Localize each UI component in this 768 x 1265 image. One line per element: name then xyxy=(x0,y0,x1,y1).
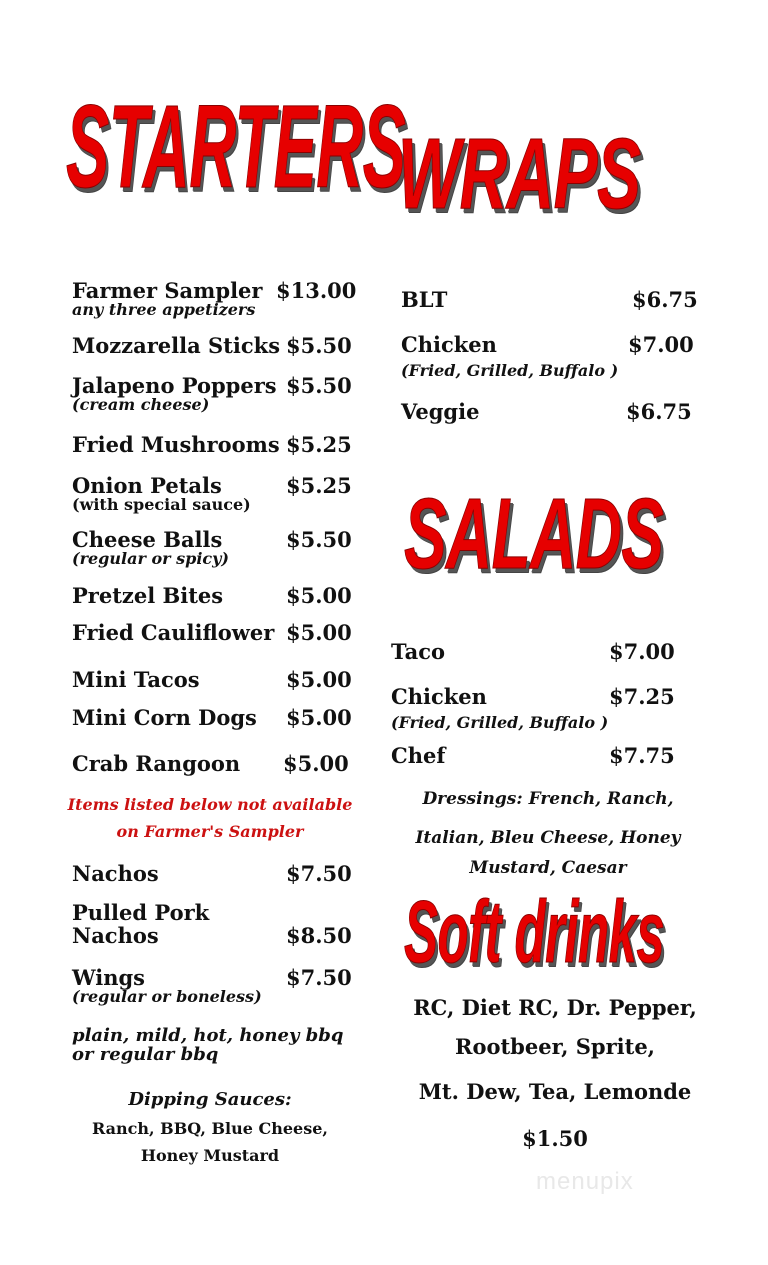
menupix-watermark: menupix xyxy=(536,1168,634,1195)
onion-petals-name: Onion Petals xyxy=(72,473,222,498)
wraps-heading: WRAPS xyxy=(398,118,641,230)
mozzarella-price: $5.50 xyxy=(286,333,352,358)
soft-drinks-line2: Rootbeer, Sprite, xyxy=(455,1034,655,1059)
farmer-sampler-desc: any three appetizers xyxy=(72,300,256,319)
salads-heading: SALADS xyxy=(404,478,664,590)
mushrooms-price: $5.25 xyxy=(286,432,352,457)
onion-petals-desc: (with special sauce) xyxy=(72,495,251,514)
cauliflower-name: Fried Cauliflower xyxy=(72,620,275,645)
pretzel-bites-name: Pretzel Bites xyxy=(72,583,224,608)
mini-tacos-price: $5.00 xyxy=(286,667,352,692)
salad-taco-name: Taco xyxy=(391,639,446,664)
nachos-price: $7.50 xyxy=(286,861,352,886)
wrap-chicken-name: Chicken xyxy=(401,332,497,357)
salad-chef-name: Chef xyxy=(391,743,446,768)
pulled-pork-name-line2: Nachos xyxy=(72,923,159,948)
wrap-veggie-name: Veggie xyxy=(401,399,480,424)
crab-rangoon-price: $5.00 xyxy=(283,751,349,776)
jalapeno-name: Jalapeno Poppers xyxy=(72,373,277,398)
wrap-blt-price: $6.75 xyxy=(632,287,698,312)
salad-chicken-name: Chicken xyxy=(391,684,487,709)
wrap-blt-name: BLT xyxy=(401,287,448,312)
jalapeno-desc: (cream cheese) xyxy=(72,395,210,414)
mini-tacos-name: Mini Tacos xyxy=(72,667,200,692)
pulled-pork-price: $8.50 xyxy=(286,923,352,948)
dressings-line1: Dressings: French, Ranch, xyxy=(422,789,674,809)
dipping-sauces-line2: Honey Mustard xyxy=(140,1146,280,1165)
sampler-note-line1: Items listed below not available xyxy=(67,795,353,814)
dressings-line3: Mustard, Caesar xyxy=(469,858,627,878)
soft-drinks-line1: RC, Diet RC, Dr. Pepper, xyxy=(413,995,697,1020)
pretzel-bites-price: $5.00 xyxy=(286,583,352,608)
pulled-pork-name-line1: Pulled Pork xyxy=(72,900,210,925)
soft-drinks-price: $1.50 xyxy=(522,1126,588,1151)
salad-taco-price: $7.00 xyxy=(609,639,675,664)
wings-desc: (regular or boneless) xyxy=(72,987,262,1006)
mushrooms-name: Fried Mushrooms xyxy=(72,432,280,457)
wrap-veggie-price: $6.75 xyxy=(626,399,692,424)
sampler-note-line2: on Farmer's Sampler xyxy=(116,822,304,841)
dipping-sauces-title: Dipping Sauces: xyxy=(128,1089,292,1110)
wing-flavors-line2: or regular bbq xyxy=(72,1044,219,1065)
mini-corn-dogs-price: $5.00 xyxy=(286,705,352,730)
cauliflower-price: $5.00 xyxy=(286,620,352,645)
dressings-line2: Italian, Bleu Cheese, Honey xyxy=(415,828,681,848)
cheese-balls-name: Cheese Balls xyxy=(72,527,223,552)
wrap-chicken-price: $7.00 xyxy=(628,332,694,357)
nachos-name: Nachos xyxy=(72,861,159,886)
cheese-balls-price: $5.50 xyxy=(286,527,352,552)
dipping-sauces-line1: Ranch, BBQ, Blue Cheese, xyxy=(92,1119,328,1138)
wings-price: $7.50 xyxy=(286,965,352,990)
farmer-sampler-price: $13.00 xyxy=(276,278,357,303)
onion-petals-price: $5.25 xyxy=(286,473,352,498)
soft-drinks-line3: Mt. Dew, Tea, Lemonde xyxy=(418,1079,692,1104)
jalapeno-price: $5.50 xyxy=(286,373,352,398)
salad-chicken-desc: (Fried, Grilled, Buffalo ) xyxy=(391,713,609,732)
wing-flavors-line1: plain, mild, hot, honey bbq xyxy=(72,1025,344,1046)
wings-name: Wings xyxy=(72,965,145,990)
soft-drinks-heading: Soft drinks xyxy=(404,882,665,981)
mini-corn-dogs-name: Mini Corn Dogs xyxy=(72,705,257,730)
starters-heading: STARTERS xyxy=(66,81,406,213)
salad-chicken-price: $7.25 xyxy=(609,684,675,709)
mozzarella-name: Mozzarella Sticks xyxy=(72,333,281,358)
cheese-balls-desc: (regular or spicy) xyxy=(72,549,229,568)
farmer-sampler-name: Farmer Sampler xyxy=(72,278,263,303)
wrap-chicken-desc: (Fried, Grilled, Buffalo ) xyxy=(401,361,619,380)
crab-rangoon-name: Crab Rangoon xyxy=(72,751,241,776)
salad-chef-price: $7.75 xyxy=(609,743,675,768)
